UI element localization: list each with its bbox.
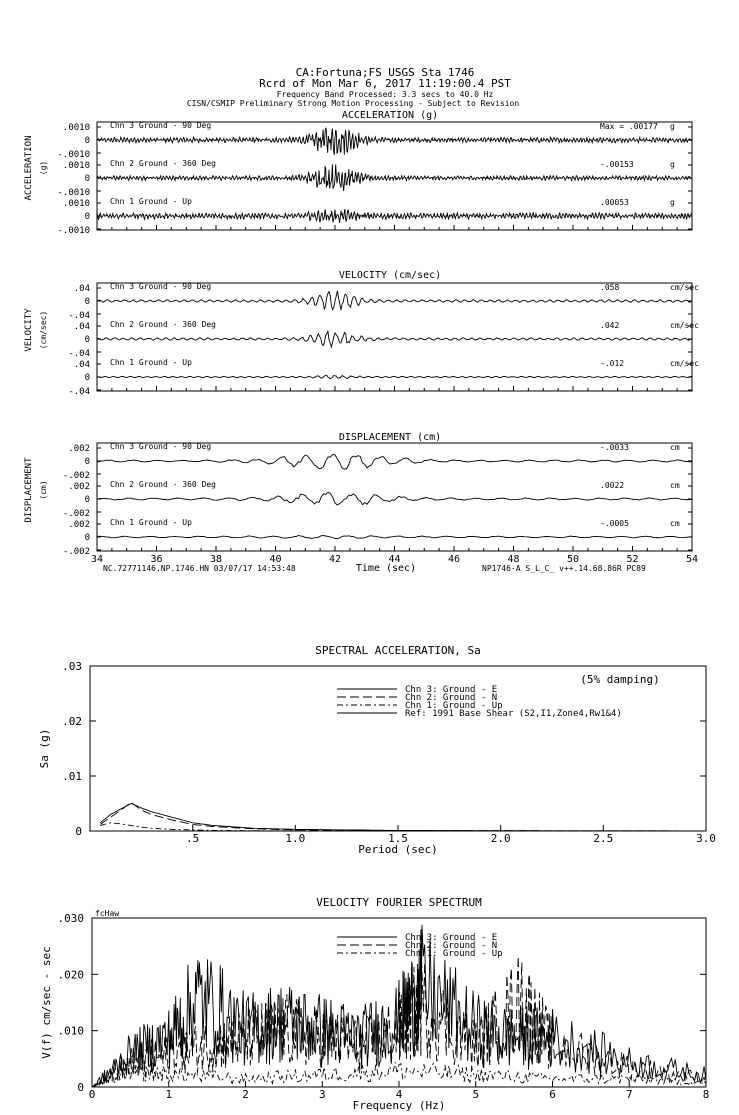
x-tick-label: 1 [165, 1088, 173, 1101]
x-tick-label: 3.0 [696, 832, 716, 845]
panel-frame [97, 443, 692, 551]
fourier-spectrum-chart [40, 896, 709, 1112]
x-tick-label: 1.5 [388, 832, 408, 845]
panel-title: DISPLACEMENT (cm) [338, 432, 442, 443]
y-tick-label: 0 [84, 335, 90, 345]
footer-right: NP1746-A S_L_C_ v++.14.68.86R PC89 [482, 564, 646, 573]
time-tick-label: 40 [269, 554, 282, 565]
panel-ylabel: DISPLACEMENT [24, 457, 34, 523]
velocity-panel [24, 270, 699, 397]
legend-entry: Ref: 1991 Base Shear (S2,I1,Zone4,Rw1&4) [405, 709, 622, 719]
time-tick-label: 50 [566, 554, 580, 565]
footer-left: NC.72771146.NP.1746.HN 03/07/17 14:53:48 [103, 564, 296, 573]
x-tick-label: 7 [625, 1088, 633, 1101]
channel-max: -.0033 [600, 443, 629, 452]
y-tick-label: .002 [68, 482, 90, 492]
series-line [92, 956, 706, 1087]
panel-unit: (cm/sec) [39, 310, 48, 350]
channel-unit: cm/sec [670, 283, 699, 292]
channel-label: Chn 2 Ground - 360 Deg [110, 159, 216, 168]
x-tick-label: 4 [395, 1088, 403, 1101]
legend-entry: Chn 1: Ground - Up [405, 701, 503, 711]
series-line [100, 802, 706, 831]
y-tick-label: 0 [77, 1081, 84, 1094]
panel-title: ACCELERATION (g) [341, 110, 439, 121]
channel-label: Chn 1 Ground - Up [110, 358, 192, 367]
waveform-trace [97, 209, 692, 223]
y-tick-label: -.002 [62, 471, 90, 481]
series-line [100, 823, 706, 831]
chart-xlabel: Period (sec) [358, 843, 438, 856]
y-tick-label: 0 [84, 136, 90, 146]
channel-max: .0022 [600, 481, 625, 490]
channel-label: Chn 2 Ground - 360 Deg [110, 320, 216, 329]
channel-max: .042 [600, 321, 620, 330]
damping-note: (5% damping) [580, 673, 660, 686]
waveform-trace [97, 536, 692, 539]
y-tick-label: .04 [73, 360, 90, 370]
x-tick-label: 5 [472, 1088, 480, 1101]
channel-max: .058 [600, 283, 620, 292]
channel-unit: cm [670, 443, 680, 452]
y-tick-label: 0 [84, 373, 90, 383]
legend-entry: Chn 3: Ground - E [405, 685, 498, 695]
time-tick-label: 36 [150, 554, 163, 565]
channel-unit: g [670, 160, 675, 169]
time-tick-label: 52 [626, 554, 639, 565]
y-tick-label: 0 [84, 174, 90, 184]
chart-title: VELOCITY FOURIER SPECTRUM [316, 896, 482, 909]
y-tick-label: 0 [84, 495, 90, 505]
y-tick-label: -.0010 [57, 188, 90, 198]
legend-entry: Chn 3: Ground - E [405, 933, 498, 943]
y-tick-label: -.0010 [57, 226, 90, 236]
chart-title: SPECTRAL ACCELERATION, Sa [315, 644, 481, 657]
y-tick-label: .01 [62, 770, 82, 783]
y-tick-label: .002 [68, 444, 90, 454]
x-tick-label: 2.0 [490, 832, 511, 845]
waveform-trace [97, 375, 692, 379]
channel-label: Chn 3 Ground - 90 Deg [110, 121, 212, 130]
channel-max: Max = .00177 [600, 122, 658, 131]
channel-unit: g [670, 122, 675, 131]
y-tick-label: .03 [62, 660, 82, 673]
waveform-trace [97, 331, 692, 347]
x-tick-label: 3 [318, 1088, 326, 1101]
y-tick-label: -.04 [68, 311, 90, 321]
chart-ylabel: V(f) cm/sec - sec [40, 946, 53, 1059]
channel-label: Chn 1 Ground - Up [110, 197, 192, 206]
channel-label: Chn 3 Ground - 90 Deg [110, 282, 212, 291]
y-tick-label: .020 [57, 968, 84, 982]
y-tick-label: .0010 [62, 199, 90, 209]
y-tick-label: 0 [84, 457, 90, 467]
legend-entry: Chn 2: Ground - N [405, 693, 498, 703]
y-tick-label: 0 [75, 825, 82, 838]
time-tick-label: 54 [685, 554, 699, 565]
y-tick-label: 0 [84, 297, 90, 307]
chart-xlabel: Frequency (Hz) [352, 1099, 446, 1112]
y-tick-label: -.002 [62, 547, 90, 557]
channel-unit: cm [670, 481, 680, 490]
y-tick-label: .0010 [62, 161, 90, 171]
x-tick-label: 0 [88, 1088, 96, 1101]
panel-unit: (g) [39, 160, 48, 176]
y-tick-label: -.04 [68, 387, 90, 397]
waveform-trace [97, 492, 692, 505]
panel-frame [97, 283, 692, 391]
time-tick-label: 46 [447, 554, 461, 565]
spectral-acceleration-chart [38, 644, 716, 856]
y-tick-label: .002 [68, 520, 90, 530]
y-tick-label: .02 [62, 715, 82, 728]
waveform-trace [97, 454, 692, 469]
panel-ylabel: VELOCITY [24, 308, 34, 352]
chart-ylabel: Sa (g) [38, 728, 51, 769]
y-tick-label: -.002 [62, 509, 90, 519]
time-tick-label: 34 [90, 554, 104, 565]
header-record: Rcrd of Mon Mar 6, 2017 11:19:00.4 PST [259, 77, 511, 90]
panel-ylabel: ACCELERATION [24, 135, 34, 201]
channel-max: -.00153 [600, 160, 634, 169]
acceleration-panel [24, 110, 692, 236]
channel-max: -.0005 [600, 519, 629, 528]
time-tick-label: 48 [507, 554, 520, 565]
channel-label: Chn 3 Ground - 90 Deg [110, 442, 212, 451]
y-tick-label: .0010 [62, 123, 90, 133]
corner-label: fcHaw [95, 909, 120, 918]
y-tick-label: .010 [57, 1024, 84, 1038]
y-tick-label: .030 [57, 912, 84, 925]
x-tick-label: 2.5 [593, 832, 614, 845]
panel-title: VELOCITY (cm/sec) [338, 270, 442, 281]
x-tick-label: .5 [186, 832, 200, 845]
y-tick-label: 0 [84, 533, 90, 543]
channel-unit: cm/sec [670, 359, 699, 368]
legend-entry: Chn 2: Ground - N [405, 941, 498, 951]
header-band: Frequency Band Processed: 3.3 secs to 40.0 Hz [276, 90, 494, 99]
channel-label: Chn 1 Ground - Up [110, 518, 192, 527]
y-tick-label: 0 [84, 212, 90, 222]
channel-label: Chn 2 Ground - 360 Deg [110, 480, 216, 489]
y-tick-label: -.04 [68, 349, 90, 359]
displacement-panel [24, 432, 698, 565]
header-note: CISN/CSMIP Preliminary Strong Motion Processing - Subject to Revision [186, 99, 520, 108]
waveform-trace [97, 291, 692, 310]
y-tick-label: -.0010 [57, 150, 90, 160]
channel-unit: g [670, 198, 675, 207]
time-tick-label: 44 [388, 554, 401, 565]
waveform-trace [97, 128, 692, 155]
header-station: CA:Fortuna;FS USGS Sta 1746 [295, 66, 475, 79]
series-line [100, 804, 706, 831]
channel-unit: cm [670, 519, 680, 528]
x-tick-label: 8 [702, 1088, 710, 1101]
panel-unit: (cm) [39, 480, 48, 500]
channel-max: .00053 [600, 198, 629, 207]
legend-entry: Chn 1: Ground - Up [405, 949, 503, 959]
time-axis-label: Time (sec) [355, 563, 417, 574]
y-tick-label: .04 [73, 322, 90, 332]
chart-frame [90, 666, 706, 831]
time-tick-label: 38 [209, 554, 223, 565]
x-tick-label: 6 [549, 1088, 556, 1101]
x-tick-label: 1.0 [285, 832, 306, 845]
channel-unit: cm/sec [670, 321, 699, 330]
time-tick-label: 42 [328, 554, 342, 565]
channel-max: -.012 [600, 359, 625, 368]
y-tick-label: .04 [73, 284, 90, 294]
x-tick-label: 2 [242, 1088, 249, 1101]
